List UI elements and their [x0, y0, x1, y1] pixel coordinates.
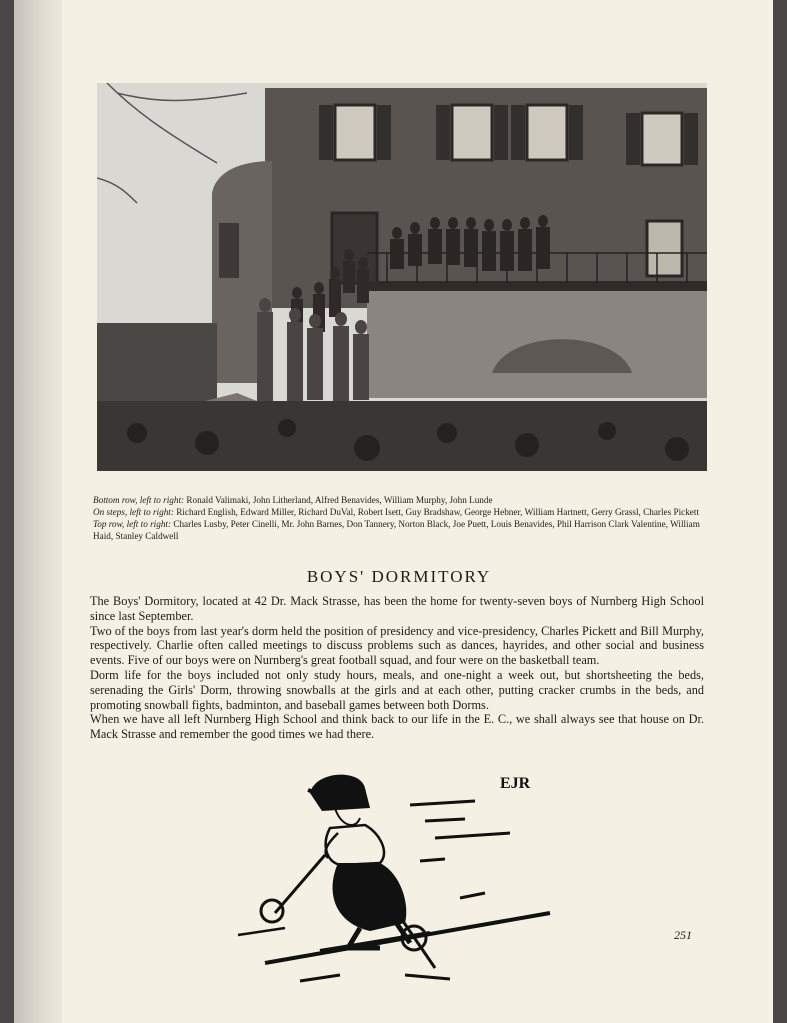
- page-gutter-shadow: [14, 0, 62, 1023]
- paragraph: When we have all left Nurnberg High School and think back to our life in the E. C., we shall always see that house on Dr. Mack Strasse and remember the good times we had there.: [90, 712, 704, 742]
- paragraph: Dorm life for the boys included not only study hours, meals, and one-night a week out, but shortsheeting the beds, serenading the Girls' Dorm, throwing snowballs at the girls and at each other, putting cracker crumbs in the beds, and promoting snowball fights, badminton, and baseball games between both Dorms.: [90, 667, 704, 712]
- article-body: [90, 594, 704, 742]
- page-number: 251: [674, 928, 692, 942]
- skier-cartoon: [230, 763, 560, 993]
- caption-bottom-row: Bottom row, left to right: Ronald Valimaki, John Litherland, Alfred Benavides, William Murphy, John Lunde: [93, 495, 493, 505]
- caption-top-row: Top row, left to right: Charles Lusby, Peter Cinelli, Mr. John Barnes, Don Tannery, Norton Black, Joe Puett, Louis Benavides, Phil Harrison Clark Valentine, William Haid, Stanley Caldwell: [93, 519, 700, 541]
- paragraph: Two of the boys from last year's dorm held the position of presidency and vice-presidency, Charles Pickett and Bill Murphy, respectively. Charlie often called meetings to discuss problems such as dances, hayrides, and other social and business events. Five of our boys were on Nurnberg's great football squad, and four were on the basketball team.: [90, 623, 704, 668]
- paragraph: The Boys' Dormitory, located at 42 Dr. Mack Strasse, has been the home for twenty-seven boys of Nurnberg High School since last September.: [90, 594, 704, 623]
- section-title: BOYS' DORMITORY: [306, 567, 492, 586]
- caption-on-steps: On steps, left to right: Richard English, Edward Miller, Richard DuVal, Robert Isett, Guy Bradshaw, George Hebner, William Hartnett, Gerry Grassl, Charles Pickett: [93, 507, 699, 517]
- book-edge-right: [773, 0, 787, 1023]
- book-spine-left: [0, 0, 14, 1023]
- artist-initials: EJR: [500, 775, 531, 792]
- dormitory-photo: [97, 83, 707, 471]
- photo-captions: [93, 494, 713, 542]
